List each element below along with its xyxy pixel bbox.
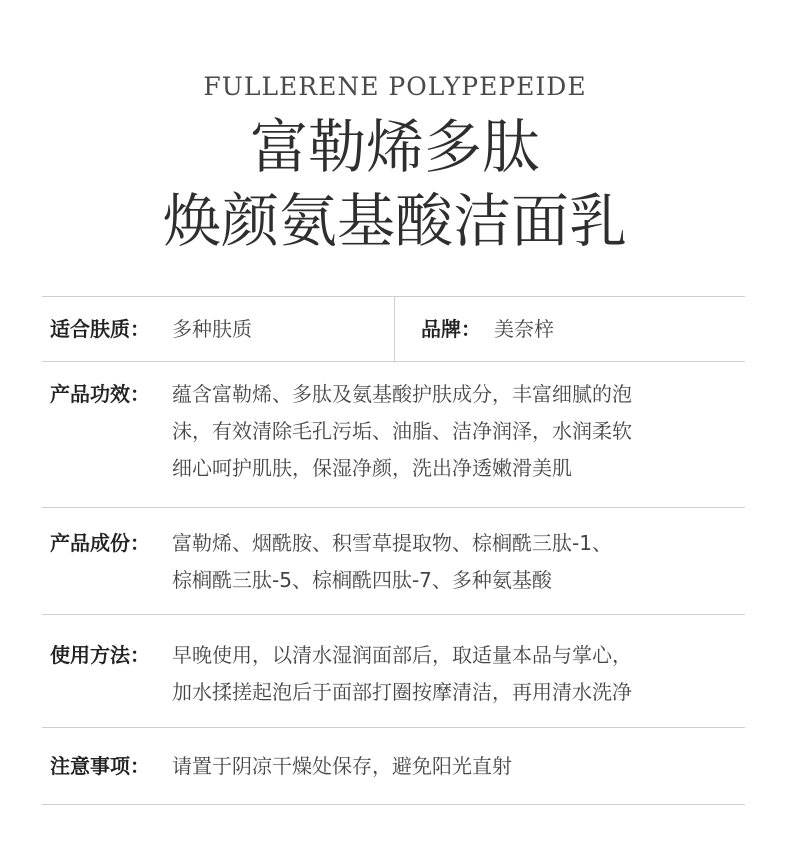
row-divider — [42, 727, 745, 728]
row-divider — [42, 361, 745, 362]
notes-label: 注意事项： — [50, 754, 150, 778]
ingredients-text — [172, 525, 612, 599]
effect-text — [172, 376, 632, 487]
brand-label: 品牌： — [421, 317, 481, 341]
column-divider — [394, 296, 395, 361]
notes-line: 请置于阴凉干燥处保存，避免阳光直射 — [172, 754, 512, 778]
effect-line: 蕴含富勒烯、多肽及氨基酸护肤成分，丰富细腻的泡 — [172, 382, 632, 406]
product-title-line-2: 焕颜氨基酸洁面乳 — [162, 187, 627, 255]
effect-label: 产品功效： — [50, 382, 150, 406]
ingredients-label: 产品成份： — [50, 531, 150, 555]
usage-line: 加水揉搓起泡后于面部打圈按摩清洁，再用清水洗净 — [172, 680, 632, 704]
product-title-line-1: 富勒烯多肽 — [249, 113, 540, 181]
usage-label: 使用方法： — [50, 643, 150, 667]
ingredients-line: 棕榈酰三肽-5、棕榈酰四肽-7、多种氨基酸 — [172, 568, 552, 592]
row-divider — [42, 614, 745, 615]
table-bottom-rule — [42, 804, 745, 805]
row-divider — [42, 507, 745, 508]
skin-type-label: 适合肤质： — [50, 317, 150, 341]
english-subtitle: FULLERENE POLYPEPEIDE — [203, 72, 587, 101]
effect-line: 沫，有效清除毛孔污垢、油脂、洁净润泽，水润柔软 — [172, 419, 632, 443]
usage-line: 早晚使用，以清水湿润面部后，取适量本品与掌心， — [172, 643, 632, 667]
effect-line: 细心呵护肌肤，保湿净颜，洗出净透嫩滑美肌 — [172, 456, 572, 480]
brand-value: 美奈梓 — [494, 317, 554, 341]
usage-text — [172, 637, 632, 711]
notes-text — [172, 748, 512, 785]
ingredients-line: 富勒烯、烟酰胺、积雪草提取物、棕榈酰三肽-1、 — [172, 531, 612, 555]
skin-type-value: 多种肤质 — [172, 317, 252, 341]
